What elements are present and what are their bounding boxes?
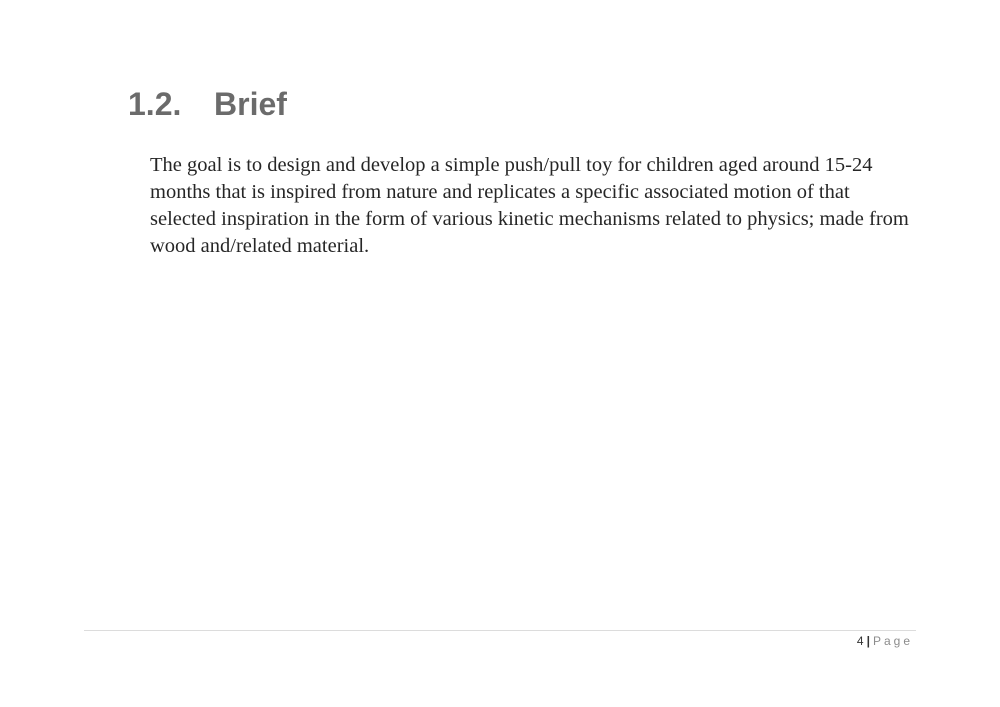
section-heading (128, 84, 287, 124)
page-footer (857, 633, 913, 649)
section-title: Brief (214, 86, 287, 122)
page-label: Page (872, 634, 913, 648)
footer-separator: | (866, 634, 870, 648)
page-number: 4 (856, 634, 864, 648)
brief-paragraph: The goal is to design and develop a simple push/pull toy for children aged around 15-24 months that is inspired from nature and replicates a specific associated motion of that selected inspiration in the form of various kinetic mechanisms related to physics; made from wood and/related material. (150, 154, 909, 257)
footer-divider (84, 630, 916, 631)
section-number: 1.2. (128, 86, 182, 122)
